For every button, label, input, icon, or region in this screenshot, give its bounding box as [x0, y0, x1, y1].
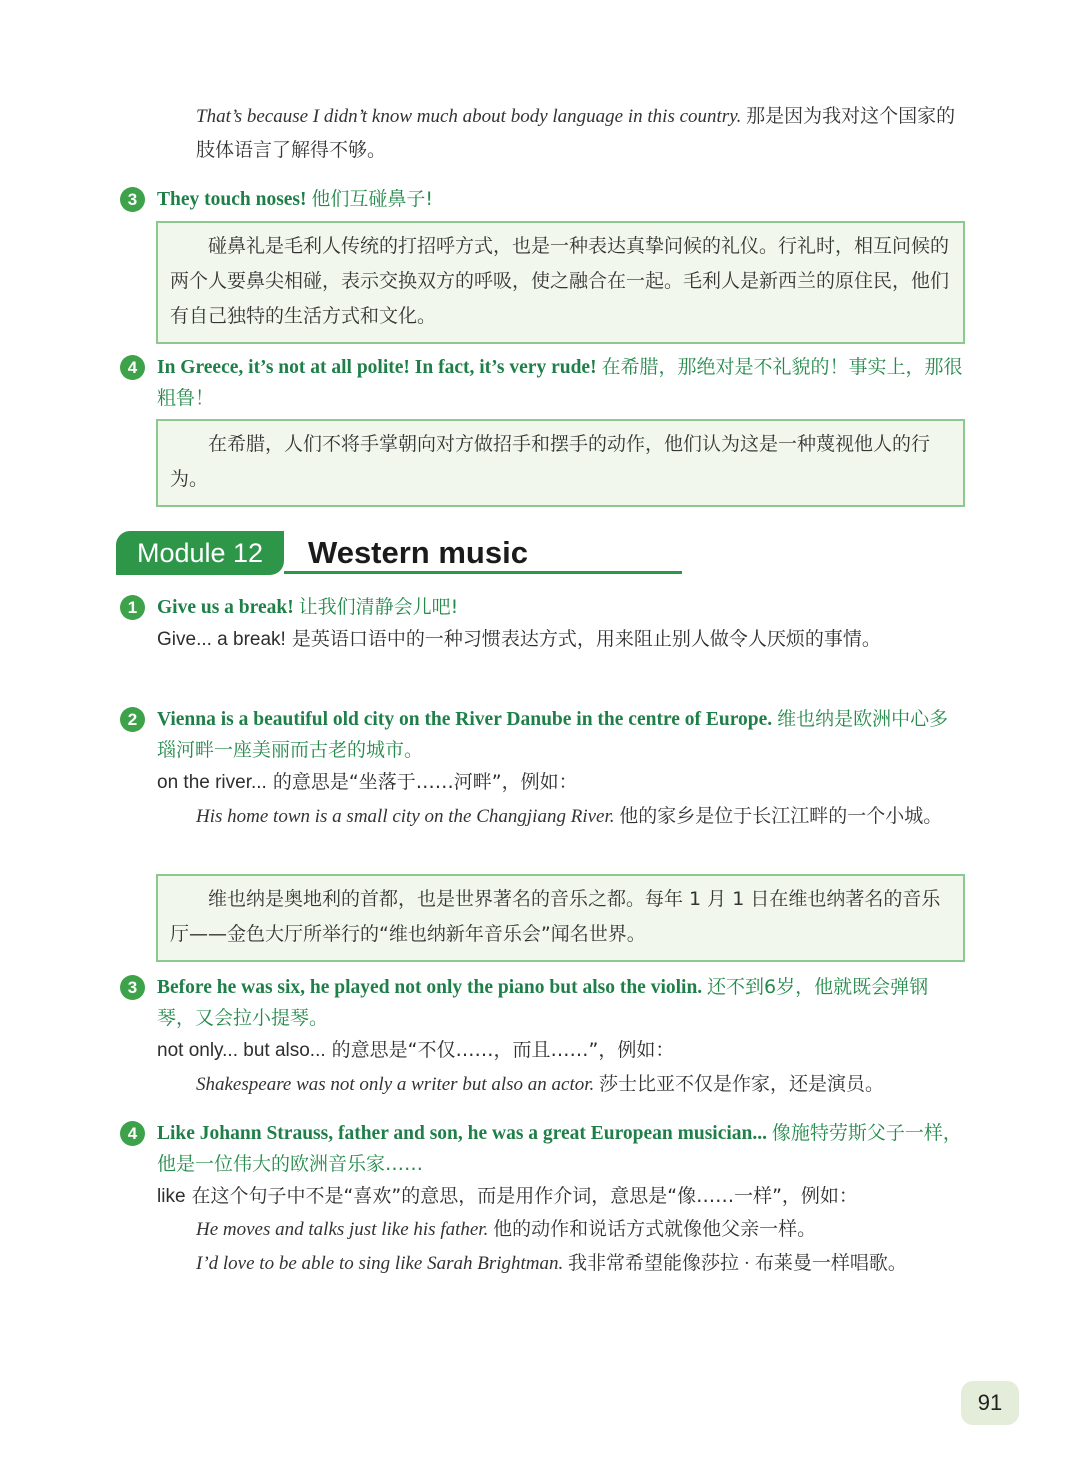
prev-item-3 [120, 184, 966, 215]
item-heading-en: In Greece, it’s not at all polite! In fact, it’s very rude! [157, 357, 597, 378]
item-heading [157, 972, 966, 1034]
page-number: 91 [961, 1381, 1019, 1425]
note-box-greece: 在希腊，人们不将手掌朝向对方做招手和摆手的动作，他们认为这是一种蔑视他人的行为。 [156, 419, 965, 507]
item-number-badge: 3 [120, 187, 145, 212]
example-en: That’s because I didn’t know much about body language in this country. [196, 106, 742, 127]
example-cn: 我非常希望能像莎拉 · 布莱曼一样唱歌。 [568, 1253, 907, 1274]
item-2 [120, 704, 966, 799]
example-en: His home town is a small city on the Changjiang River. [196, 806, 615, 827]
item-heading-cn: 还不到6岁，他就既会弹钢琴，又会拉小提琴。 [157, 976, 929, 1029]
example-father [196, 1213, 966, 1247]
explanation-text: 的意思是“不仅……，而且……”，例如： [325, 1039, 675, 1061]
module-label: Module 12 [116, 531, 284, 575]
explanation-phrase: not only... but also... [157, 1040, 326, 1061]
item-heading-cn: 让我们清静会儿吧! [298, 596, 459, 618]
item-number-badge: 3 [120, 975, 145, 1000]
item-number-badge: 4 [120, 1121, 145, 1146]
explanation-phrase: on the river... [157, 772, 267, 793]
example-body-language [196, 100, 966, 168]
example-en: Shakespeare was not only a writer but also an actor. [196, 1074, 595, 1095]
item-heading-en: Give us a break! [157, 597, 294, 618]
item-explanation [157, 766, 966, 799]
module-underline [284, 571, 682, 574]
example-en: He moves and talks just like his father. [196, 1219, 489, 1240]
item-heading-en: Like Johann Strauss, father and son, he was a great European musician... [157, 1123, 768, 1144]
item-number-badge: 1 [120, 595, 145, 620]
prev-item-4 [120, 352, 966, 414]
module-title: Western music [308, 535, 528, 570]
item-heading [157, 184, 966, 215]
example-sarah-brightman [196, 1247, 966, 1281]
example-cn: 他的动作和说话方式就像他父亲一样。 [493, 1219, 817, 1240]
explanation-text: 是英语口语中的一种习惯表达方式，用来阻止别人做令人厌烦的事情。 [285, 628, 881, 650]
item-4 [120, 1118, 966, 1213]
item-heading [157, 1118, 966, 1180]
example-changjiang [196, 800, 966, 834]
item-explanation [157, 623, 966, 656]
explanation-phrase: Give... a break! [157, 629, 286, 650]
explanation-text: 在这个句子中不是“喜欢”的意思，而是用作介词，意思是“像……一样”，例如： [185, 1185, 858, 1207]
item-heading [157, 352, 966, 414]
item-heading [157, 592, 966, 623]
item-1 [120, 592, 966, 656]
item-number-badge: 4 [120, 355, 145, 380]
note-box-vienna: 维也纳是奥地利的首都，也是世界著名的音乐之都。每年 1 月 1 日在维也纳著名的音乐厅——金色大厅所举行的“维也纳新年音乐会”闻名世界。 [156, 874, 965, 962]
item-number-badge: 2 [120, 707, 145, 732]
item-heading-en: They touch noses! [157, 189, 307, 210]
item-heading [157, 704, 966, 766]
example-cn: 莎士比亚不仅是作家，还是演员。 [599, 1074, 885, 1095]
item-3 [120, 972, 966, 1067]
item-heading-en: Vienna is a beautiful old city on the River Danube in the centre of Europe. [157, 709, 773, 730]
example-cn: 那是因为我对这个国家的肢体语言了解得不够。 [196, 106, 956, 161]
explanation-text: 的意思是“坐落于……河畔”，例如： [266, 771, 578, 793]
example-en: I’d love to be able to sing like Sarah Brightman. [196, 1253, 564, 1274]
item-heading-cn: 维也纳是欧洲中心多瑙河畔一座美丽而古老的城市。 [157, 708, 949, 761]
note-box-maori: 碰鼻礼是毛利人传统的打招呼方式，也是一种表达真挚问候的礼仪。行礼时，相互问候的两个人要鼻尖相碰，表示交换双方的呼吸，使之融合在一起。毛利人是新西兰的原住民，他们有自己独特的生活方式和文化。 [156, 221, 965, 344]
example-shakespeare [196, 1068, 966, 1102]
item-heading-en: Before he was six, he played not only the piano but also the violin. [157, 977, 703, 998]
explanation-phrase: like [157, 1186, 186, 1207]
item-heading-cn: 像施特劳斯父子一样，他是一位伟大的欧洲音乐家…… [157, 1122, 962, 1175]
item-heading-cn: 他们互碰鼻子! [311, 188, 434, 210]
item-explanation [157, 1034, 966, 1067]
item-explanation [157, 1180, 966, 1213]
item-heading-cn: 在希腊，那绝对是不礼貌的！事实上，那很粗鲁！ [157, 356, 963, 409]
example-cn: 他的家乡是位于长江江畔的一个小城。 [619, 806, 943, 827]
